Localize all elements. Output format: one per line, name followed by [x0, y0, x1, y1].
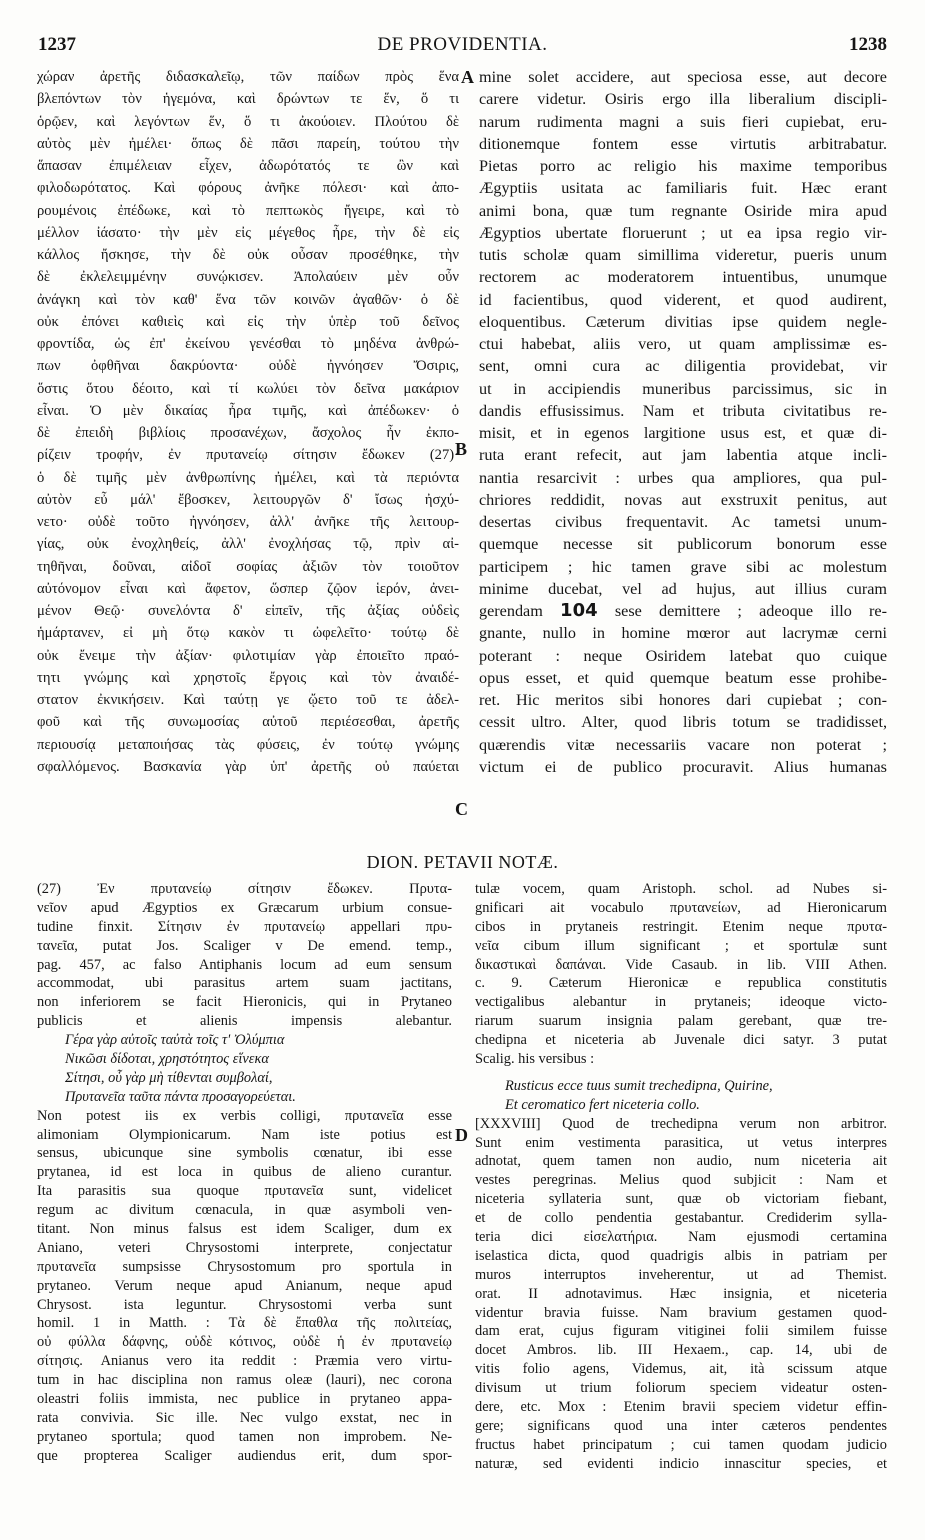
- latin-line: sent, omni cura ac diligentia providebat, vir: [479, 357, 887, 376]
- greek-line: στατον ἐκνικήσειν. Καὶ ταύτῃ γε ᾤετο τοῦ τε ἀδελ-: [37, 692, 459, 708]
- greek-line: αὐτὸς μὲν ἠμέλει· ὅπως δὲ πᾶσι παρείη, τούτου τὴν: [37, 135, 459, 152]
- verse-line: Rusticus ecce tuus sumit trechedipna, Quirine,: [505, 1077, 773, 1094]
- notes-left-column: [37, 880, 452, 1466]
- latin-line: poterant : neque Osiridem latebat quo cuique: [479, 646, 887, 665]
- note-line: Ita parasitis sua quoque πρυτανεῖα sunt, videlicet: [37, 1183, 452, 1200]
- greek-line: περιουσίᾳ μεταποιήσας τὰς φύσεις, ἐν τούτῳ γνώμης: [37, 736, 459, 753]
- latin-line: rectorem ac moderatorem intuentibus, unumque: [479, 268, 887, 287]
- note-line: riarum suarum insignia palam gerebant, quæ tre-: [475, 1013, 887, 1030]
- greek-line: ἅπασαν ἐπιμέλειαν εἶχεν, ἀδωρότατός τε ὢν καὶ: [37, 158, 459, 174]
- greek-line: δὲ ἐκλελειμμένην συνῴκισεν. Ἀπολαύειν μὲν οὖν: [37, 269, 459, 286]
- latin-line-part: sese demittere ; adeoque illo re-: [597, 602, 887, 620]
- latin-line: quærendis vitæ necessariis vacare non poterat ;: [479, 735, 887, 754]
- note-line: iselastica dicta, quod quadrigis albis in patriam per: [475, 1247, 887, 1264]
- note-line: adnotat, quem tamen non audio, num niceteria ait: [475, 1153, 887, 1170]
- margin-letter-c: C: [455, 799, 468, 819]
- greek-line: φροντίδα, ὡς ἐπ' ἐκείνου γενέσθαι τὸ μηδένα ἀνθρώ-: [37, 336, 459, 352]
- note-line: dam erat, cujus figuram vitiginei folii similem fuisse: [475, 1323, 887, 1340]
- note-line: prytaneo sportula; quod tamen non improbem. Ne-: [37, 1428, 452, 1445]
- spacer: [475, 1069, 887, 1077]
- latin-line: minime ducebat, vel ad hujus, aut illius curam: [479, 579, 887, 598]
- note-line: vitis folio agens, Videmus, ait, ità scissum atque: [475, 1361, 887, 1378]
- verse-line: Γέρα γὰρ αὐτοῖς ταὐτὰ τοῖς τ' Ὀλύμπια: [65, 1032, 285, 1049]
- note-line: dere, etc. Mox : Etenim bravii speciem videtur effin-: [475, 1399, 887, 1416]
- right-page-number: 1238: [849, 34, 887, 55]
- latin-line: quemque necesse sit publicorum bonorum esse: [479, 535, 887, 554]
- note-line: fructus habet principatum ; cui tamen quodam judicio: [475, 1436, 887, 1453]
- note-line: vectigalibus alebantur in prytaneis; ideoque victo-: [475, 994, 887, 1011]
- note-line: Aniano, veteri Chrysostomi interprete, conjectatur: [37, 1239, 452, 1256]
- latin-line: ctui habebat, aliis vero, ut quam amplissimæ es-: [479, 335, 887, 353]
- note-line: naturæ, sed evidenti indicio innascitur species, et: [475, 1455, 887, 1472]
- latin-line: ret. Hic meritos sibi honores dari cupiebat ; con-: [479, 691, 887, 709]
- greek-line: οὐκ ἔνειμε τὴν ἀξίαν· φιλοτιμίαν γὰρ ἐποιεῖτο πραό-: [37, 647, 459, 664]
- latin-line: [479, 600, 887, 622]
- greek-line: σφαλλόμενος. Βασκανία γὰρ ὑπ' ἀρετῆς οὐ παύεται: [37, 758, 459, 775]
- note-line: tulæ vocem, quam Aristoph. schol. ad Nubes si-: [475, 881, 887, 897]
- latin-line: victum ei de publico procuravit. Alius humanas: [479, 757, 887, 776]
- latin-line: gnante, nullo in homine mœror aut lacrymæ cerni: [479, 624, 887, 643]
- note-line: rata convivia. Sic ille. Nec vulgo exstat, nec in: [37, 1409, 452, 1426]
- latin-line: chriores reddidit, novas aut exstruxit penitus, aut: [479, 490, 887, 509]
- greek-line: εἶναι. Ὁ μὲν δικαίας ἦρα τιμῆς, καὶ ἀπέδωκεν· ὁ: [37, 402, 459, 419]
- note-line: docet Ambros. lib. III Hexaem., cap. 14, ubi de: [475, 1342, 887, 1359]
- greek-line: νετο· οὐδὲ τοῦτο ἠγνόησεν, ἀλλ' ἀνῆκε τῆς λειτουρ-: [37, 514, 459, 530]
- latin-line: opus esset, et quid quemque beatum esse prohibe-: [479, 668, 887, 687]
- note-line: chedipna et niceteria ab Juvenale dici satyr. 3 putat: [475, 1032, 887, 1049]
- note-line: Scalig. his versibus :: [475, 1051, 595, 1068]
- note-line: νεῖα cibum illum significant ; et sportulæ sunt: [475, 937, 887, 954]
- greek-line: αὐτόνομον εἶναι καὶ ἄφετον, ὥσπερ ζῷον ἱερόν, ἀνει-: [37, 580, 459, 597]
- latin-line: carere videtur. Osiris ergo illa liberalium discipli-: [479, 90, 887, 109]
- greek-line: ὁρῷεν, καὶ λεγόντων ἕν, ὅ τι ἀκούοιεν. Πλούτου δὲ: [37, 113, 459, 130]
- latin-line: ditionemque fontem esse virtutis arbitrabatur.: [479, 134, 887, 153]
- latin-line: eloquentibus. Cæterum divitias ipse quidem negle-: [479, 312, 887, 331]
- greek-line: τηθῆναι, δοῦναι, αἰδοῖ σοφίας ἀξιῶν τὸν τοιοῦτον: [37, 558, 459, 575]
- greek-line: μέλλον ἰάσατο· τὴν μὲν εἰς μέγεθος ἦρε, τὴν δὲ εἰς: [37, 224, 459, 241]
- greek-line: τητι γνώμης καὶ χρηστοῖς ἔργοις καὶ τὸν ἀναιδέ-: [37, 669, 459, 686]
- note-line: Chrysost. ista leguntur. Chrysostomi verba sunt: [37, 1296, 452, 1313]
- note-line: publicis et alienis impensis alebantur.: [37, 1013, 452, 1030]
- running-title: DE PROVIDENTIA.: [377, 34, 548, 55]
- note-line: muros interruptos inveherentur, ut ad Themist.: [475, 1266, 887, 1283]
- greek-line: ἀνάγκη καὶ τὸν καθ' ἕνα τῶν κοινῶν ἀγαθῶν· ὁ δὲ: [37, 291, 459, 308]
- latin-line: Pietas porro ac religio his maxime temporibus: [479, 157, 887, 175]
- page-header: [38, 34, 887, 58]
- latin-line: misit, et in egenos largitione usus est, et quæ di-: [479, 424, 887, 442]
- note-line: τανεῖα, putat Jos. Scaliger v De emend. temp.,: [37, 937, 452, 954]
- note-line: divisum ut trium foliorum speciem videatur osten-: [475, 1380, 887, 1397]
- note-line: οὐ φύλλα δάφνης, οὐδὲ κότινος, οὐδὲ ἡ ἐν πρυτανείῳ: [37, 1334, 452, 1351]
- greek-line: αὐτὸν εὖ μάλ' ἔβοσκεν, λειτουργῶν δ' ἴσως ἠσχύ-: [37, 491, 459, 508]
- greek-line: κάλλος ἤσκησε, τὴν δὲ οὐκ οὖσαν προσέθηκε, τὴν: [37, 247, 459, 263]
- latin-line-part: gerendam: [479, 602, 561, 620]
- note-line: gnificari ait vocabulo πρυτανείων, ad Hieronicarum: [475, 899, 887, 916]
- note-line: gere; significans quod una inter cæteros pendentes: [475, 1417, 887, 1434]
- note-line: non inferiorem se facit Hieronicis, qui in Prytaneo: [37, 994, 452, 1011]
- greek-line: πων ὀφθῆναι δακρύοντα· οὐδὲ ἠγνόησεν Ὄσιρις,: [37, 358, 459, 375]
- latin-line: ruta erant refecit, aut jam labentia atque incli-: [479, 446, 887, 465]
- latin-line: tutis scholæ quam simillima videretur, pueris unum: [479, 246, 887, 264]
- latin-line: mine solet accidere, aut speciosa esse, aut decore: [479, 68, 887, 86]
- note-line: alimoniam Olympionicarum. Nam iste potius est: [37, 1126, 452, 1143]
- greek-line: χώραν ἀρετῆς διδασκαλεῖῳ, τῶν παίδων πρὸς ἕνα: [37, 69, 459, 85]
- note-line: (27) Ἐν πρυτανείῳ σίτησιν ἔδωκεν. Πρυτα-: [37, 881, 452, 897]
- latin-line: narum rudimenta magni a suis fieri cupiebat, eru-: [479, 112, 887, 131]
- verse-line: Νικῶσι δίδοται, χρηστότητος εἵνεκα: [65, 1051, 269, 1068]
- note-line: prytanea, id est loca in quibus de alieno curantur.: [37, 1164, 452, 1181]
- greek-line: ὁ δὲ τιμῆς μὲν ἀνθρωπίνης ἠμέλει, καὶ τὰ περιόντα: [37, 469, 459, 486]
- latin-line: cessit ultro. Alter, quod libris totum se tradidisset,: [479, 713, 887, 732]
- greek-line: φιλοδωρότατος. Καὶ φόρους ἀνῆκε πόλεσι· καὶ ἀπο-: [37, 180, 459, 197]
- note-line: que propterea Scaliger audiendus erit, dum spor-: [37, 1447, 452, 1464]
- note-line: Sunt enim vestimenta parasitica, ut vetus interpres: [475, 1134, 887, 1151]
- margin-letter-b: B: [455, 439, 468, 459]
- note-line: teria dici εἰσελατήρια. Nam ejusmodi certamina: [475, 1229, 887, 1246]
- greek-line: οὐκ ἐπόνει καθιεὶς καὶ εἰς τὴν ὑπὲρ τοῦ δεῖνος: [37, 313, 459, 330]
- note-line: Non potest iis ex verbis colligi, πρυτανεῖα esse: [37, 1107, 452, 1124]
- left-page-number: 1237: [38, 34, 76, 55]
- note-line: et de collo pendentia gestabantur. Crediderim sylla-: [475, 1210, 887, 1227]
- note-line: δικαστικαὶ δαπάναι. Vide Casaub. in lib. VIII Athen.: [475, 956, 887, 973]
- note-line: orat. II adnotavimus. Hæc insignia, et niceteria: [475, 1285, 887, 1302]
- note-line: videntur bravia fuisse. Nam bravium gestamen quod-: [475, 1304, 887, 1321]
- greek-text-column: [37, 66, 459, 778]
- note-line: accommodat, ubi parasitus artem suam jactitans,: [37, 975, 452, 992]
- note-line: sensus, ubicunque sine symbolis cœnatur, ibi esse: [37, 1145, 452, 1162]
- greek-line: φοῦ καὶ τῆς συνωμοσίας αὐτοῦ περιέσεσθαι, ἀρετῆς: [37, 714, 459, 731]
- latin-line: participem ; hic tamen grave sibi ac molestum: [479, 557, 887, 576]
- note-line: tudine finxit. Σίτησιν ἐν πρυτανείῳ appellari πρυ-: [37, 918, 452, 935]
- greek-line: ρίζειν τροφήν, ἐν πρυτανείῳ σίτησιν ἔδωκεν (27)·: [37, 447, 459, 464]
- note-line: pag. 457, ac falso Antiphanis locum ad eum sensum: [37, 956, 452, 973]
- greek-line: ρουμένοις ἐπέδωκε, καὶ τὸ πεπτωκὸς ἤγειρε, καὶ τὸ: [37, 202, 459, 219]
- margin-letter-a: A: [461, 67, 474, 87]
- latin-line: nantia resarcivit : urbes qua ampliores, qua pul-: [479, 468, 887, 487]
- verse-line: Σίτησι, οὗ γὰρ μὴ τίθενται συμβολαί,: [65, 1069, 273, 1086]
- verse-line: Πρυτανεῖα ταῦτα πάντα προσαγορεύεται.: [65, 1088, 296, 1105]
- greek-line: ὅστις ὅτου δέοιτο, καὶ τί κωλύει τὸν δεῖνα μακάριον: [37, 380, 459, 397]
- note-line: [XXXVIII] Quod de trechedipna verum non arbitror.: [475, 1115, 887, 1132]
- greek-line: δὲ ἐπειδὴ βιβλίοις προσανέχων, ἄσχολος ἦν ἐκπο-: [37, 425, 459, 441]
- latin-line: ut in accipiendis muneribus parcissimus, sic in: [479, 379, 887, 398]
- note-line: νεῖον apud Ægyptios ex Græcarum urbium consue-: [37, 899, 452, 916]
- note-line: titant. Non minus falsus est idem Scaliger, dum ex: [37, 1221, 452, 1238]
- greek-line: μένον Θεῷ· συνελόντα δ' εἰπεῖν, τῆς ἀξίας οὐδεὶς: [37, 603, 459, 619]
- note-line: tum in hac disciplina non ramus oleæ (lauri), nec corona: [37, 1372, 452, 1389]
- latin-line: animi bona, quæ tum regnante Osiride mira apud: [479, 201, 887, 220]
- verse-line: Et ceromatico fert niceteria collo.: [505, 1096, 700, 1113]
- greek-line: ἡμάρτανεν, εἰ μὴ ὅτῳ κακὸν τι ὠφελεῖτο· τούτῳ δὲ: [37, 625, 459, 642]
- latin-line: dandis effusissimus. Nam et tributa civitatibus re-: [479, 401, 887, 420]
- notes-right-column: [475, 880, 887, 1474]
- note-line: prytaneo. Verum neque apud Anianum, neque apud: [37, 1277, 452, 1294]
- note-line: homil. 1 in Matth. : Τὰ δὲ ἔπαθλα τῆς πολιτείας,: [37, 1315, 452, 1332]
- latin-line: desertas civibus frequentavit. Ac tametsi unum-: [479, 513, 887, 531]
- note-line: cibos in prytaneis restringit. Etenim neque πρυτα-: [475, 918, 887, 935]
- latin-line: id facientibus, quod viderent, et quod audirent,: [479, 290, 887, 309]
- notes-title: DION. PETAVII NOTÆ.: [366, 852, 559, 872]
- latin-line: Ægyptiis usitata ac familiaris fuit. Hæc erant: [479, 179, 887, 198]
- latin-line: Ægyptios ubertate floruerunt ; ut ea ipsa regio vir-: [479, 223, 887, 242]
- margin-letter-d: D: [455, 1125, 468, 1145]
- note-line: oleastri foliis immista, nec publice in prytaneo appa-: [37, 1391, 452, 1408]
- latin-text-column: [479, 66, 887, 778]
- note-line: niceteria syllateria sunt, quæ ob victoriam fiebant,: [475, 1191, 887, 1208]
- greek-line: γίας, οὐκ ἐνοχληθείς, ἀλλ' ἐνοχλήσας τῷ, πρὶν αἰ-: [37, 536, 459, 553]
- note-line: σίτησις. Anianus vero ita reddit : Præmia vero virtu-: [37, 1353, 452, 1370]
- note-line: c. 9. Cæterum Hieronicæ e republica constitutis: [475, 975, 887, 992]
- inline-page-number: 104: [560, 600, 598, 621]
- note-line: vestes peregrinas. Melius quod subjicit : Nam et: [475, 1172, 887, 1189]
- note-line: regum ac divitum cœnacula, in quæ asymboli ven-: [37, 1202, 452, 1219]
- note-line: πρυτανεῖα sumpsisse Chrysostomum pro sportula in: [37, 1258, 452, 1275]
- greek-line: βλεπόντων τὸν ἡγεμόνα, καὶ δρώντων τε ἕν, ὅ τι: [37, 91, 459, 108]
